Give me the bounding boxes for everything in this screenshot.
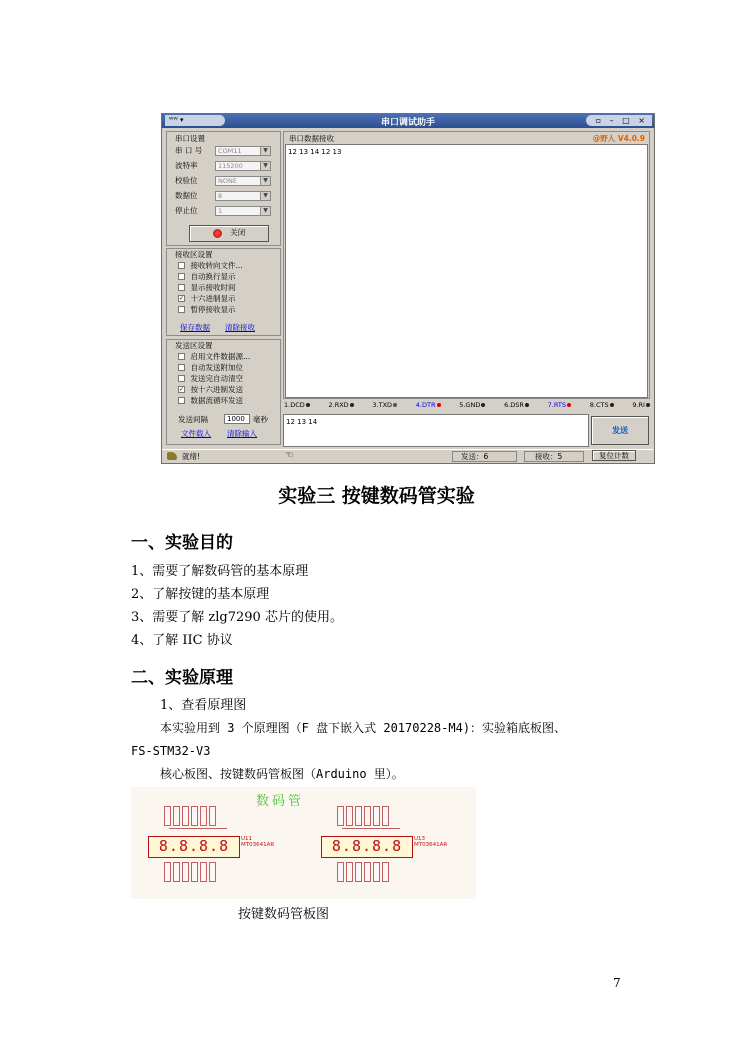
port-setting-select[interactable] — [215, 191, 271, 201]
receive-area-group — [283, 131, 650, 399]
port-setting-label: 校验位 — [175, 176, 198, 185]
checkbox[interactable] — [178, 397, 185, 404]
signal-label: 7.RTS — [547, 401, 567, 409]
hand-icon — [167, 452, 177, 460]
signal-label: 4.DTR — [415, 401, 436, 409]
paragraph-line: FS-STM32-V3 — [131, 744, 211, 758]
receive-settings-title: 接收区设置 — [175, 250, 213, 259]
signal-label: 6.DSR — [504, 401, 524, 409]
serial-assistant-window — [161, 113, 655, 464]
window-control-buttons[interactable]: ▫ – □ × — [586, 115, 652, 126]
chevron-down-icon: ▼ — [260, 147, 270, 155]
purpose-item: 1、需要了解数码管的基本原理 — [131, 564, 309, 579]
port-setting-select[interactable] — [215, 176, 271, 186]
checkbox[interactable] — [178, 262, 185, 269]
seven-segment-schematic — [131, 787, 476, 899]
paragraph-line: 本实验用到 3 个原理图（F 盘下嵌入式 20170228-M4)：实验箱底板图、 — [160, 721, 567, 735]
checkbox[interactable] — [178, 306, 185, 313]
received-count: 接收：5 — [524, 451, 584, 462]
send-interval-label: 发送间隔 — [178, 415, 208, 424]
signal-indicator — [504, 401, 529, 411]
signal-label: 2.RXD — [328, 401, 349, 409]
signal-led-icon — [567, 403, 571, 407]
page-number: 7 — [613, 976, 621, 990]
chevron-down-icon: ▼ — [260, 192, 270, 200]
seven-segment-display-left: 8.8.8.8 — [148, 836, 240, 858]
send-settings-title: 发送区设置 — [175, 341, 213, 350]
pin-row-top-right — [337, 806, 389, 826]
signal-led-icon — [437, 403, 441, 407]
send-settings-group — [166, 339, 281, 445]
port-setting-select[interactable] — [215, 161, 271, 171]
chevron-down-icon: ▼ — [260, 162, 270, 170]
signal-indicator — [590, 401, 614, 411]
select-value: 8 — [218, 192, 223, 200]
purpose-item: 3、需要了解 zlg7290 芯片的使用。 — [131, 610, 343, 625]
pin-row-top-left — [164, 806, 216, 826]
section-heading-purpose: 一、实验目的 — [131, 533, 233, 553]
select-value: 1 — [218, 207, 223, 215]
option-label: 发送完自动清空 — [190, 374, 244, 383]
port-settings-title: 串口设置 — [175, 134, 205, 143]
option-row[interactable] — [178, 272, 236, 281]
version-label: @野人 V4.0.9 — [592, 134, 645, 143]
port-status-icon — [213, 229, 222, 238]
file-load-link[interactable]: 文件载入 — [181, 429, 211, 438]
signal-led-icon — [646, 403, 650, 407]
option-row[interactable] — [178, 385, 243, 394]
checkbox[interactable] — [178, 364, 185, 371]
step-heading: 1、查看原理图 — [160, 698, 247, 713]
signal-indicator — [416, 401, 441, 411]
signal-status-bar — [284, 401, 650, 411]
option-row[interactable] — [178, 294, 236, 303]
option-label: 启用文件数据源... — [190, 352, 251, 361]
title-bar — [162, 114, 654, 128]
port-setting-label: 波特率 — [175, 161, 198, 170]
select-value: COM11 — [218, 147, 242, 155]
reset-count-button[interactable]: 复位计数 — [592, 450, 636, 461]
pin-row-bottom-left — [164, 862, 216, 882]
port-settings-group — [166, 131, 281, 246]
option-row[interactable] — [178, 283, 236, 292]
signal-indicator — [548, 401, 571, 411]
send-textarea[interactable]: 12 13 14 — [283, 414, 589, 447]
pointer-icon: ☜ — [285, 450, 294, 461]
sent-count: 发送：6 — [452, 451, 517, 462]
purpose-item: 4、了解 IIC 协议 — [131, 633, 233, 648]
save-data-link[interactable]: 保存数据 — [180, 323, 210, 332]
option-label: 暂停接收显示 — [190, 305, 236, 314]
chip-ref-right: U13 — [414, 836, 426, 842]
paragraph-line: 核心板图、按键数码管板图（Arduino 里）。 — [160, 767, 404, 781]
signal-led-icon — [610, 403, 614, 407]
figure-caption: 按键数码管板图 — [238, 907, 330, 922]
status-bar — [162, 449, 654, 464]
checkbox[interactable]: ✓ — [179, 386, 185, 393]
chip-ref-left: U11 — [241, 836, 253, 842]
port-setting-label: 停止位 — [175, 206, 198, 215]
select-value: NONE — [218, 177, 237, 185]
port-setting-select[interactable] — [215, 206, 271, 216]
system-menu-button[interactable]: ᵂᵂ ▾ — [165, 115, 225, 126]
signal-led-icon — [393, 403, 397, 407]
option-row[interactable] — [178, 261, 243, 270]
close-button-label: 关闭 — [230, 227, 246, 237]
schematic-title: 数码管 — [256, 794, 305, 809]
signal-indicator — [329, 401, 354, 411]
signal-indicator — [459, 401, 485, 411]
option-row[interactable] — [178, 396, 243, 405]
option-label: 数据流循环发送 — [190, 396, 244, 405]
signal-led-icon — [525, 403, 529, 407]
close-port-button[interactable] — [189, 225, 269, 242]
checkbox[interactable] — [178, 375, 185, 382]
signal-label: 5.GND — [459, 401, 481, 409]
seven-segment-display-right: 8.8.8.8 — [321, 836, 413, 858]
option-label: 自动换行显示 — [190, 272, 236, 281]
document-title: 实验三 按键数码管实验 — [278, 485, 475, 507]
signal-led-icon — [306, 403, 310, 407]
checkbox[interactable] — [178, 284, 185, 291]
select-value: 115200 — [218, 162, 243, 170]
receive-settings-group — [166, 248, 281, 336]
pin-row-bottom-right — [337, 862, 389, 882]
port-setting-label: 数据位 — [175, 191, 198, 200]
chip-part-left: MT03641AR — [241, 842, 275, 848]
option-label: 自动发送附加位 — [190, 363, 244, 372]
receive-textarea[interactable]: 12 13 14 12 13 — [285, 144, 648, 398]
signal-indicator — [372, 401, 397, 411]
signal-label: 1.DCD — [284, 401, 305, 409]
signal-led-icon — [481, 403, 485, 407]
signal-label: 3.TXD — [372, 401, 393, 409]
chevron-down-icon: ▼ — [260, 177, 270, 185]
send-button[interactable]: 发送 — [591, 416, 649, 445]
port-setting-select[interactable] — [215, 146, 271, 156]
option-row[interactable] — [178, 374, 243, 383]
option-row[interactable] — [178, 352, 250, 361]
signal-indicator — [632, 401, 650, 411]
option-label: 接收转向文件... — [190, 261, 243, 270]
option-row[interactable] — [178, 305, 236, 314]
status-ready: 就绪! — [182, 452, 201, 461]
clear-receive-link[interactable]: 清除接收 — [225, 323, 255, 332]
clear-input-link[interactable]: 清除输入 — [227, 429, 257, 438]
checkbox[interactable]: ✓ — [179, 295, 185, 302]
checkbox[interactable] — [178, 273, 185, 280]
option-row[interactable] — [178, 363, 243, 372]
send-interval-unit: 毫秒 — [253, 415, 268, 424]
signal-led-icon — [350, 403, 354, 407]
window-title: 串口调试助手 — [380, 118, 435, 128]
receive-area-title: 串口数据接收 — [289, 134, 334, 143]
signal-label: 9.RI — [632, 401, 645, 409]
send-interval-input[interactable]: 1000 — [224, 414, 250, 424]
option-label: 十六进制显示 — [190, 294, 236, 303]
signal-label: 8.CTS — [589, 401, 609, 409]
purpose-item: 2、了解按键的基本原理 — [131, 587, 270, 602]
chip-part-right: MT03641AR — [414, 842, 448, 848]
signal-indicator — [284, 401, 310, 411]
option-label: 按十六进制发送 — [190, 385, 244, 394]
option-label: 显示接收时间 — [190, 283, 236, 292]
checkbox[interactable] — [178, 353, 185, 360]
port-setting-label: 串 口 号 — [175, 146, 203, 155]
chevron-down-icon: ▼ — [260, 207, 270, 215]
section-heading-principle: 二、实验原理 — [131, 668, 233, 688]
